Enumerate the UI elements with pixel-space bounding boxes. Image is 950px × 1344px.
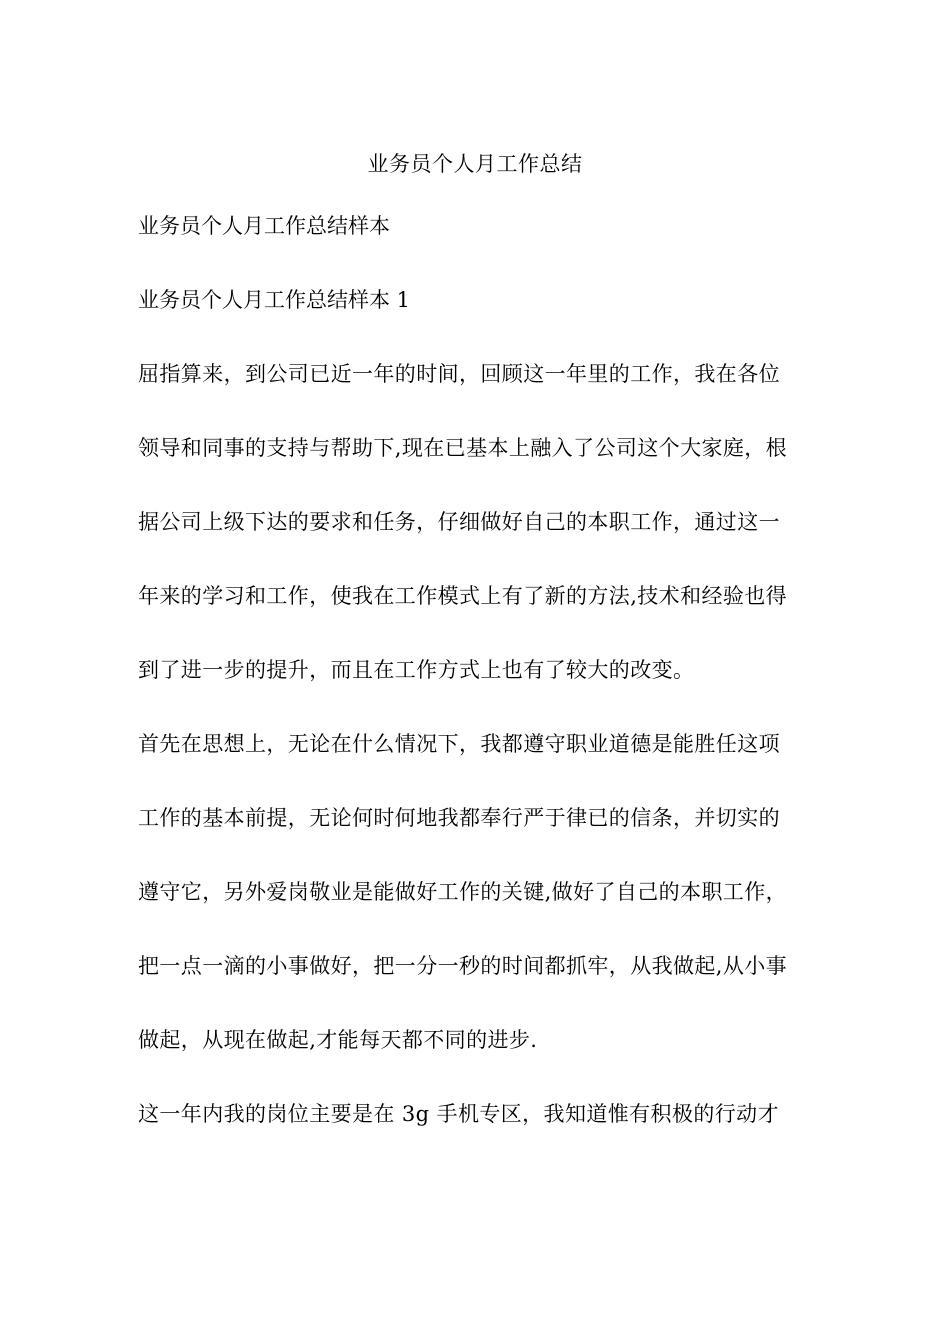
paragraph-line: 首先在思想上，无论在什么情况下，我都遵守职业道德是能胜任这项	[138, 732, 780, 756]
document-title: 业务员个人月工作总结	[367, 152, 583, 176]
paragraph-line: 做起，从现在做起,才能每天都不同的进步.	[138, 1028, 538, 1052]
paragraph-line: 领导和同事的支持与帮助下,现在已基本上融入了公司这个大家庭，根	[138, 436, 788, 460]
paragraph-line: 遵守它，另外爱岗敬业是能做好工作的关键,做好了自己的本职工作，	[138, 880, 788, 904]
paragraph-line: 屈指算来，到公司已近一年的时间，回顾这一年里的工作，我在各位	[138, 362, 780, 386]
paragraph-line: 到了进一步的提升，而且在工作方式上也有了较大的改变。	[138, 658, 695, 682]
paragraph-2	[138, 728, 818, 1098]
paragraph-3	[138, 1098, 818, 1172]
paragraph-line: 年来的学习和工作，使我在工作模式上有了新的方法,技术和经验也得	[138, 584, 788, 608]
document-subtitle: 业务员个人月工作总结样本	[138, 214, 390, 238]
section-heading: 业务员个人月工作总结样本 1	[138, 288, 411, 312]
paragraph-line: 工作的基本前提，无论何时何地我都奉行严于律已的信条，并切实的	[138, 806, 780, 830]
paragraph-line: 这一年内我的岗位主要是在 3g 手机专区，我知道惟有积极的行动才	[138, 1102, 779, 1126]
paragraph-line: 把一点一滴的小事做好，把一分一秒的时间都抓牢，从我做起,从小事	[138, 954, 788, 978]
paragraph-line: 据公司上级下达的要求和任务，仔细做好自己的本职工作，通过这一	[138, 510, 780, 534]
paragraph-1	[138, 358, 818, 728]
